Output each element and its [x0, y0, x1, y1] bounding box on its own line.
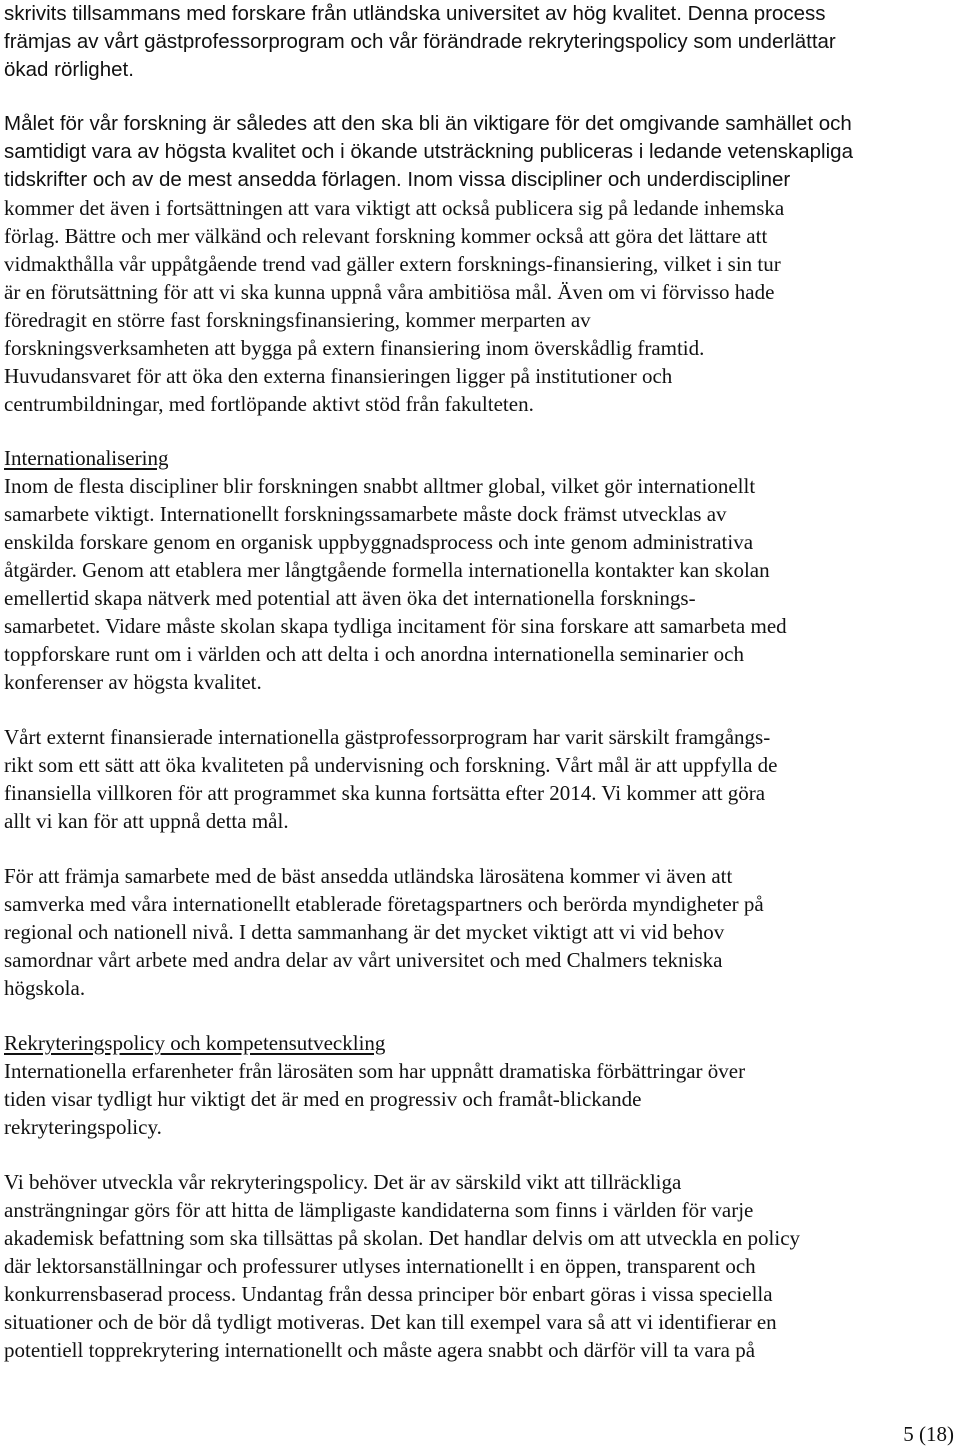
text-line: akademisk befattning som ska tillsättas på skolan. Det handlar delvis om att utveckla en policy: [4, 1226, 801, 1250]
text-line: samtidigt vara av högsta kvalitet och i ökande utsträckning publiceras i ledande vetenskapliga: [4, 140, 853, 163]
text-line: främjas av vårt gästprofessorprogram och vår förändrade rekryteringspolicy som underlättar: [4, 30, 836, 53]
text-line: Huvudansvaret för att öka den externa finansieringen ligger på institutioner och: [4, 364, 673, 388]
section-heading-internationalisering: Internationalisering: [4, 446, 169, 470]
text-line: Vårt externt finansierade internationella gästprofessorprogram har varit särskilt framgångs-: [4, 725, 771, 749]
page-number: 5 (18): [903, 1422, 954, 1446]
text-line: potentiell topprekrytering internationellt och måste agera snabbt och därför vill ta vara på: [4, 1338, 756, 1362]
text-line: samarbete viktigt. Internationellt forskningssamarbete måste dock främst utvecklas av: [4, 502, 727, 526]
text-line: tidskrifter och av de mest ansedda förlagen. Inom vissa discipliner och underdiscipliner: [4, 168, 791, 191]
text-line: rikt som ett sätt att öka kvaliteten på undervisning och forskning. Vårt mål är att uppfylla de: [4, 753, 778, 777]
text-line: ansträngningar görs för att hitta de lämpligaste kandidaterna som finns i världen för varje: [4, 1198, 754, 1222]
text-line: situationer och de bör då tydligt motiveras. Det kan till exempel vara så att vi identifierar en: [4, 1310, 777, 1334]
text-line: enskilda forskare genom en organisk uppbyggnadsprocess och inte genom administrativa: [4, 530, 754, 554]
text-line: skrivits tillsammans med forskare från utländska universitet av hög kvalitet. Denna process: [4, 2, 826, 25]
text-line: högskola.: [4, 976, 86, 1000]
text-line: kommer det även i fortsättningen att vara viktigt att också publicera sig på ledande inhemska: [4, 196, 785, 220]
text-line: samarbetet. Vidare måste skolan skapa tydliga incitament för sina forskare att samarbeta med: [4, 614, 787, 638]
text-line: emellertid skapa nätverk med potential att även öka det internationella forsknings-: [4, 586, 696, 610]
text-line: regional och nationell nivå. I detta sammanhang är det mycket viktigt att vi vid behov: [4, 920, 725, 944]
text-line: vidmakthålla vår uppåtgående trend vad gäller extern forsknings-finansiering, vilket i sin tur: [4, 252, 781, 276]
text-line: finansiella villkoren för att programmet ska kunna fortsätta efter 2014. Vi kommer att göra: [4, 781, 766, 805]
text-line: toppforskare runt om i världen och att delta i och anordna internationella seminarier och: [4, 642, 744, 666]
section-heading-rekryteringspolicy: Rekryteringspolicy och kompetensutveckling: [4, 1031, 386, 1055]
text-line: För att främja samarbete med de bäst ansedda utländska lärosätena kommer vi även att: [4, 864, 733, 888]
text-line: konkurrensbaserad process. Undantag från dessa principer bör enbart göras i vissa speciella: [4, 1282, 773, 1306]
text-line: där lektorsanställningar och professurer utlyses internationellt i en öppen, transparent och: [4, 1254, 756, 1278]
text-line: förlag. Bättre och mer välkänd och relevant forskning kommer också att göra det lättare att: [4, 224, 768, 248]
text-line: forskningsverksamheten att bygga på extern finansiering inom överskådlig framtid.: [4, 336, 705, 360]
text-line: tiden visar tydligt hur viktigt det är med en progressiv och framåt-blickande: [4, 1087, 642, 1111]
text-line: konferenser av högsta kvalitet.: [4, 670, 262, 694]
text-line: centrumbildningar, med fortlöpande aktivt stöd från fakulteten.: [4, 392, 534, 416]
text-line: föredragit en större fast forskningsfinansiering, kommer merparten av: [4, 308, 591, 332]
text-line: allt vi kan för att uppnå detta mål.: [4, 809, 289, 833]
text-line: ökad rörlighet.: [4, 58, 134, 81]
text-line: Inom de flesta discipliner blir forskningen snabbt alltmer global, vilket gör internationellt: [4, 474, 756, 498]
text-line: samverka med våra internationellt etablerade företagspartners och berörda myndigheter på: [4, 892, 764, 916]
text-line: rekryteringspolicy.: [4, 1115, 162, 1139]
text-line: Målet för vår forskning är således att den ska bli än viktigare för det omgivande samhället och: [4, 112, 852, 135]
text-line: åtgärder. Genom att etablera mer långtgående formella internationella kontakter kan skolan: [4, 558, 770, 582]
text-line: samordnar vårt arbete med andra delar av vårt universitet och med Chalmers tekniska: [4, 948, 723, 972]
text-line: är en förutsättning för att vi ska kunna uppnå våra ambitiösa mål. Även om vi förvisso hade: [4, 280, 775, 304]
text-line: Vi behöver utveckla vår rekryteringspolicy. Det är av särskild vikt att tillräckliga: [4, 1170, 682, 1194]
text-line: Internationella erfarenheter från lärosäten som har uppnått dramatiska förbättringar över: [4, 1059, 746, 1083]
